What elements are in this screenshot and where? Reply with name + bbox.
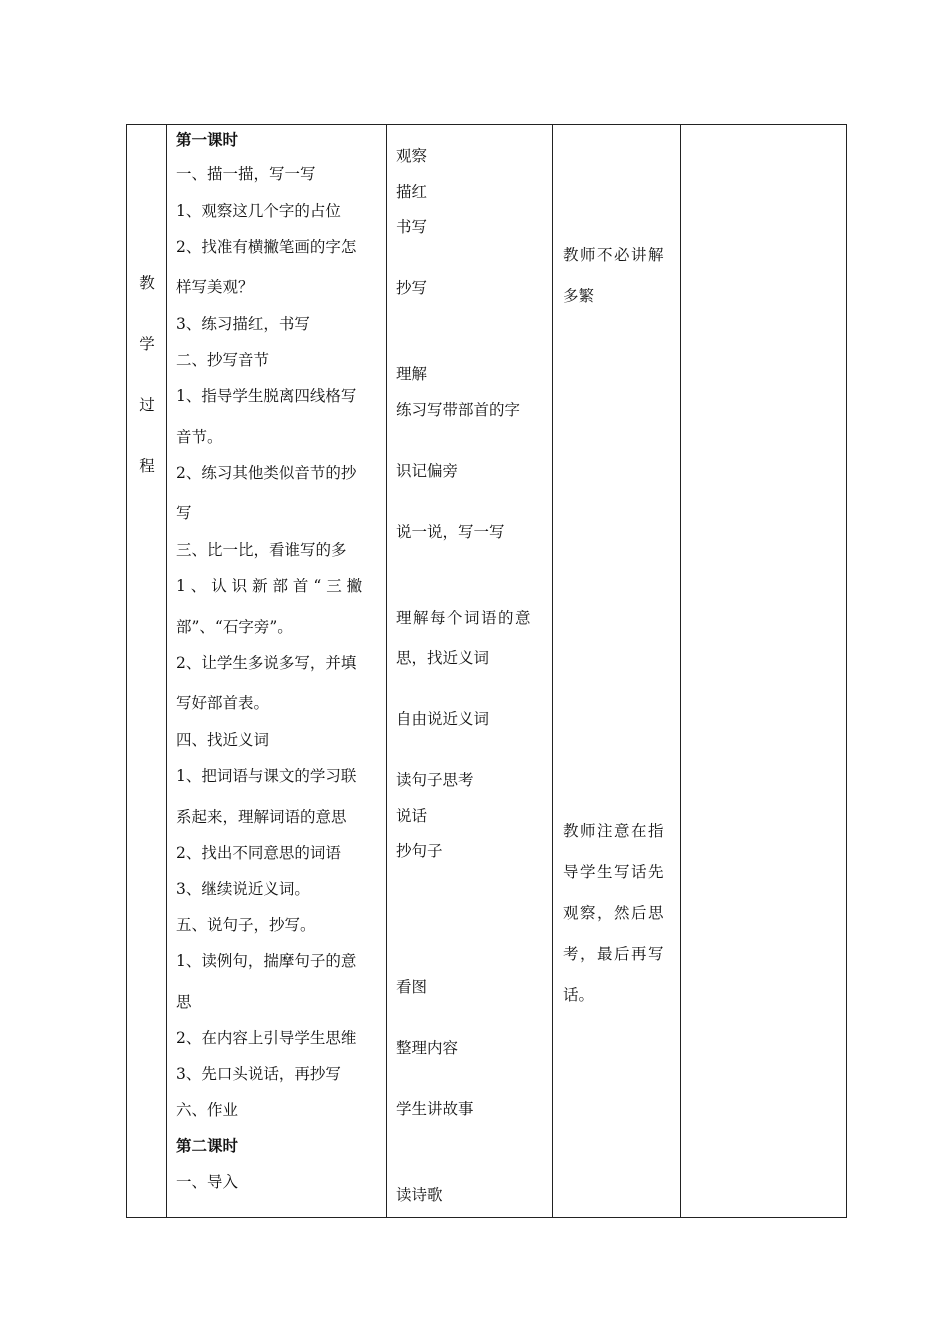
process-line: 二、抄写音节 [176,351,270,369]
process-line: 系起来，理解词语的意思 [176,808,347,826]
process-line: 六、作业 [176,1101,239,1119]
activity-line: 看图 [396,978,428,996]
process-line: 1、把词语与课文的学习联 [176,767,357,785]
process-line: 2、找出不同意思的词语 [176,844,341,862]
activity-line: 整理内容 [396,1039,459,1057]
process-line: 音节。 [176,428,223,446]
activity-line: 读诗歌 [396,1186,443,1204]
process-line: 2、练习其他类似音节的抄 [176,464,357,482]
process-line: 1 、 认 识 新 部 首 “ 三 撇 [176,577,363,595]
activity-line: 说一说，写一写 [396,523,505,541]
process-line: 1、指导学生脱离四线格写 [176,387,357,405]
process-line: 样写美观？ [176,278,254,296]
process-line: 3、先口头说话，再抄写 [176,1065,341,1083]
process-line: 三、比一比，看谁写的多 [176,541,347,559]
process-line: 1、读例句，揣摩句子的意 [176,952,357,970]
process-line: 2、找准有横撇笔画的字怎 [176,238,357,256]
activity-line: 识记偏旁 [396,462,459,480]
activity-line: 书写 [396,218,428,236]
activity-line: 观察 [396,147,428,165]
process-line: 写好部首表。 [176,694,270,712]
side-label-char: 教 [139,274,155,292]
note-line: 多繁 [563,287,595,305]
lesson-table [126,124,847,1218]
process-line: 一、描一描，写一写 [176,165,316,183]
activity-line: 描红 [396,183,428,201]
process-line: 四、找近义词 [176,731,270,749]
process-line: 一、导入 [176,1173,239,1191]
process-line: 2、让学生多说多写，并填 [176,654,357,672]
process-line: 五、说句子，抄写。 [176,916,316,934]
process-line: 写 [176,504,192,522]
lesson-heading: 第一课时 [176,130,239,149]
process-line: 1、观察这几个字的占位 [176,202,341,220]
activity-line: 说话 [396,807,428,825]
side-label-char: 学 [139,335,155,353]
column-divider [166,125,167,1217]
column-divider [680,125,681,1217]
side-label-char: 程 [139,457,155,475]
column-divider [552,125,553,1217]
activity-line: 练习写带部首的字 [396,401,521,419]
activity-line: 理解每个词语的意 [396,609,533,627]
lesson-heading: 第二课时 [176,1136,239,1155]
note-line: 导学生写话先 [563,863,666,881]
process-line: 思 [176,993,192,1011]
activity-line: 自由说近义词 [396,710,490,728]
activity-line: 读句子思考 [396,771,474,789]
note-line: 教师注意在指 [563,822,666,840]
note-line: 观察，然后思 [563,904,666,922]
column-divider [386,125,387,1217]
process-line: 3、继续说近义词。 [176,880,310,898]
activity-line: 理解 [396,365,428,383]
note-line: 考，最后再写 [563,945,666,963]
note-line: 教师不必讲解 [563,246,666,264]
activity-line: 抄句子 [396,842,443,860]
activity-line: 抄写 [396,279,428,297]
side-label-char: 过 [139,396,155,414]
activity-line: 学生讲故事 [396,1100,474,1118]
process-line: 2、在内容上引导学生思维 [176,1029,357,1047]
process-line: 部”、“石字旁”。 [176,618,293,636]
note-line: 话。 [563,986,595,1004]
activity-line: 思，找近义词 [396,649,490,667]
process-line: 3、练习描红，书写 [176,315,310,333]
